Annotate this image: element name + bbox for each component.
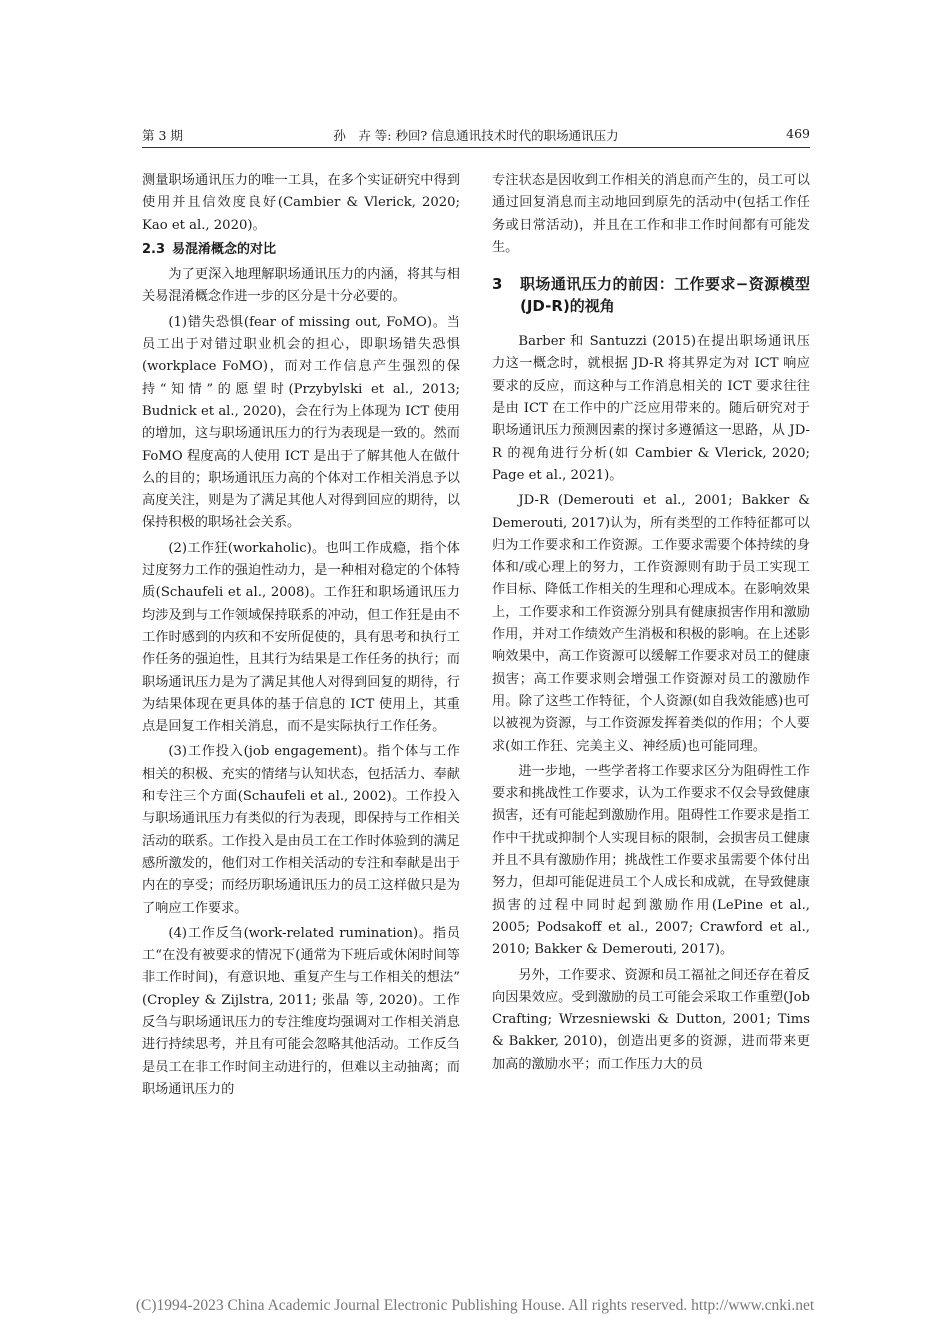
paragraph: (2)工作狂(workaholic)。也叫工作成瘾，指个体过度努力工作的强迫性动力，是一种相对稳定的个体特质(Schaufeli et al., 2008)。工作狂和职场通讯压力均涉及到与工作领域保持联系的冲动，但工作狂是由不工作时感到的内疚和不安所促使的，具有思考和执行工作任务的强迫性，且其行为结果是工作任务的执行；而职场通讯压力是为了满足其他人对得到回复的期待，行为结果体现在更具体的基于信息的 ICT 使用上，其重点是回复工作相关消息，而不是实际执行工作任务。: [142, 540, 460, 735]
page-number: 469: [786, 126, 810, 141]
paragraph: Barber 和 Santuzzi (2015)在提出职场通讯压力这一概念时，就根据 JD-R 将其界定为对 ICT 响应要求的反应，而这种与工作消息相关的 ICT 要求往往是由 ICT 在工作中的广泛应用带来的。随后研究对于职场通讯压力预测因素的探讨多遵循这一思路，从 JD-R 的视角进行分析(如 Cambier & Vlerick, 2020; Page et al., 2021)。: [492, 334, 810, 483]
paragraph: 另外，工作要求、资源和员工福祉之间还存在着反向因果效应。受到激励的员工可能会采取工作重塑(Job Crafting; Wrzesniewski & Dutton, 2001; Tims & Bakker, 2010)，创造出更多的资源，进而带来更加高的激励水平；而工作压力大的员: [492, 967, 810, 1072]
copyright-footer: (C)1994-2023 China Academic Journal Electronic Publishing House. All rights reserved. http://www.cnki.net: [135, 1297, 815, 1314]
issue-number: 第 3 期: [142, 128, 183, 143]
running-title: 孙 卉 等: 秒回? 信息通讯技术时代的职场通讯压力: [333, 128, 619, 143]
paragraph: (3)工作投入(job engagement)。指个体与工作相关的积极、充实的情绪与认知状态，包括活力、奉献和专注三个方面(Schaufeli et al., 2002)。工作投入与职场通讯压力有类似的行为表现，即保持与工作相关活动的联系。工作投入是由员工在工作时体验到的满足感所激发的，他们对工作相关活动的专注和奉献是出于内在的享受；而经历职场通讯压力的员工这样做只是为了响应工作要求。: [142, 744, 460, 916]
paragraph: (4)工作反刍(work-related rumination)。指员工“在没有被要求的情况下(通常为下班后或休闲时间等非工作时间)，有意识地、重复产生与工作相关的想法” (Cropley & Zijlstra, 2011; 张晶 等, 2020)。工作反刍与职场通讯压力的专注维度均强调对工作相关消息进行持续思考，并且有可能会忽略其他活动。工作反刍是员工在非工作时间主动进行的，但难以主动抽离；而职场通讯压力的: [142, 925, 460, 1097]
section-number: 3: [492, 275, 503, 294]
subsection-heading: [142, 239, 460, 261]
paragraph: 专注状态是因收到工作相关的消息而产生的，员工可以通过回复消息而主动地回到原先的活动中(包括工作任务或日常活动)，并且在工作和非工作时间都有可能发生。: [492, 173, 810, 255]
paragraph: 测量职场通讯压力的唯一工具，在多个实证研究中得到使用并且信效度良好(Cambier & Vlerick, 2020; Kao et al., 2020)。: [142, 173, 460, 233]
left-column: [142, 170, 460, 1101]
paragraph: JD-R (Demerouti et al., 2001; Bakker & Demerouti, 2017)认为，所有类型的工作特征都可以归为工作要求和工作资源。工作要求需要个体持续的身体和/或心理上的努力，工作资源则有助于员工实现工作目标、降低工作相关的生理和心理成本。在影响效果上，工作要求和工作资源分别具有健康损害作用和激励作用，并对工作绩效产生消极和积极的影响。在上述影响效果中，高工作资源可以缓解工作要求对员工的健康损害；高工作要求则会增强工作资源对员工的激励作用。除了这些工作特征，个人资源(如自我效能感)也可以被视为资源，与工作资源发挥着类似的作用；个人要求(如工作狂、完美主义、神经质)也可能同理。: [492, 493, 810, 754]
subsection-title: 易混淆概念的对比: [172, 241, 277, 257]
header-rule: [142, 147, 810, 148]
subsection-number: 2.3: [142, 241, 166, 257]
right-column: [492, 170, 810, 1076]
section-title: 职场通讯压力的前因：工作要求−资源模型(JD-R)的视角: [520, 275, 810, 316]
paragraph: (1)错失恐惧(fear of missing out, FoMO)。当员工出于对错过职业机会的担心，即职场错失恐惧(workplace FoMO)，而对工作信息产生强烈的保持“知情”的愿望时(Przybylski et al., 2013; Budnick et al., 2020)，会在行为上体现为 ICT 使用的增加，这与职场通讯压力的行为表现是一致的。然而 FoMO 程度高的人使用 ICT 是出于了解其他人在做什么的目的；职场通讯压力高的个体对工作相关消息予以高度关注，则是为了满足其他人对得到回应的期待，以保持积极的职场社会关系。: [142, 314, 460, 531]
paragraph: 进一步地，一些学者将工作要求区分为阻碍性工作要求和挑战性工作要求，认为工作要求不仅会导致健康损害，还有可能起到激励作用。阻碍性工作要求是指工作中干扰或抑制个人实现目标的限制，会损害员工健康并且不具有激励作用；挑战性工作要求虽需要个体付出努力，但却可能促进员工个人成长和成就，在导致健康损害的过程中同时起到激励作用(LePine et al., 2005; Podsakoff et al., 2007; Crawford et al., 2010; Bakker & Demerouti, 2017)。: [492, 763, 810, 958]
section-heading: [492, 273, 810, 317]
running-header: [142, 124, 810, 146]
paragraph: 为了更深入地理解职场通讯压力的内涵，将其与相关易混淆概念作进一步的区分是十分必要的。: [142, 267, 460, 305]
